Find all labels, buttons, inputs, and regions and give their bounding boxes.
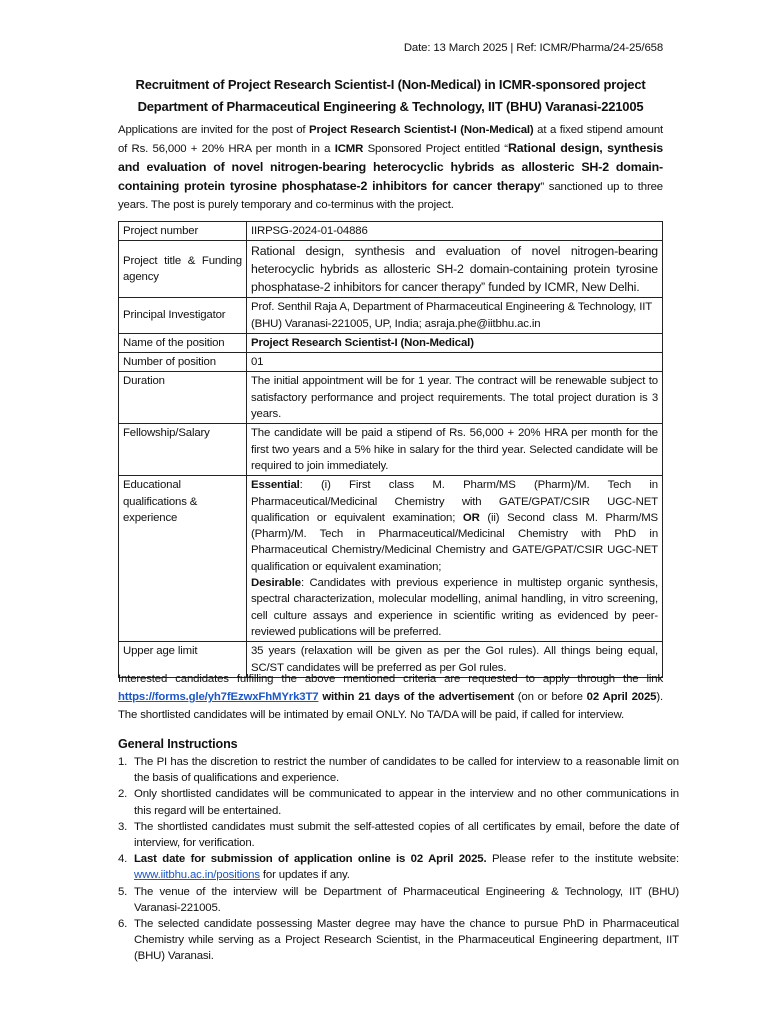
table-row [119,333,663,352]
details-table [118,221,663,678]
row-value: Project Research Scientist-I (Non-Medical) [247,333,663,352]
row-key: Principal Investigator [119,298,247,334]
row-key: Fellowship/Salary [119,424,247,476]
item-number: 3. [118,820,128,833]
row-key: Name of the position [119,333,247,352]
date-ref: Date: 13 March 2025 | Ref: ICMR/Pharma/24-25/658 [403,42,663,54]
table-row [119,222,663,241]
list-item [118,819,679,851]
intro-paragraph [118,121,663,214]
title-line-1: Recruitment of Project Research Scientist-I (Non-Medical) in ICMR-sponsored project [135,77,646,92]
row-key: Duration [119,372,247,424]
row-value: IIRPSG-2024-01-04886 [247,222,663,241]
row-key: Project number [119,222,247,241]
item-number: 6. [118,918,128,931]
row-value: 35 years (relaxation will be given as per the GoI rules). All things being equal, SC/ST candidates will be preferred as per GoI rules. [247,642,663,678]
institute-website-link[interactable]: www.iitbhu.ac.in/positions [134,869,260,882]
instructions-heading: General Instructions [118,737,238,751]
row-key: Number of position [119,353,247,372]
item-number: 1. [118,756,128,768]
list-item [118,884,679,916]
item-text: Please refer to the institute website: [486,853,679,866]
table-row [119,372,663,424]
intro-project-title: Rational design, synthesis and evaluation of novel nitrogen-bearing heterocyclic hybrids as allosteric SH-2 domain-containing protein tyrosine phosphatase-2 inhibitors for cancer therapy [118,141,663,193]
item-number: 2. [118,788,128,801]
row-key: Upper age limit [119,642,247,678]
apply-deadline: within 21 days of the advertisement [318,691,514,703]
essential-text: (ii) Second class M. Pharm/MS (Pharm)/M. Tech in Pharmaceutical/Medicinal Chemistry with PhD in Pharmaceutical Chemistry/Medicinal Chemistry and GATE/GPAT/CSIR UGC-NET qualification or equivalent examination; [251,511,658,573]
item-number: 4. [118,853,128,866]
table-row [119,424,663,476]
row-value: Rational design, synthesis and evaluation of novel nitrogen-bearing heterocyclic hybrids as allosteric SH-2 domain-containing protein tyrosine phosphatase-2 inhibitors for cancer therapy” funded by ICMR, New Delhi. [247,241,663,298]
list-item [118,916,679,965]
table-row [119,241,663,298]
table-row [119,476,663,642]
apply-text: (on or before [513,691,587,703]
row-value: 01 [247,353,663,372]
table-row [119,353,663,372]
item-text: The selected candidate possessing Master degree may have the chance to pursue PhD in Pharmaceutical Chemistry while serving as a Project Research Scientist, in the Pharmaceutical Engineering department, IIT (BHU) Varanasi. [134,918,679,963]
row-value [247,476,663,642]
title-line-2: Department of Pharmaceutical Engineering & Technology, IIT (BHU) Varanasi-221005 [137,99,644,114]
essential-label: Essential [251,479,300,492]
intro-post: Project Research Scientist-I (Non-Medical) [309,124,534,136]
intro-text: ” sanctioned up to three years. The post is purely temporary and co-terminus with the project. [118,181,663,211]
intro-text: at a fixed stipend amount of Rs. 56,000 + 20% HRA per month in a [118,124,664,155]
instructions-list [118,754,679,965]
table-row [119,298,663,334]
apply-paragraph [118,670,663,724]
item-text: for updates if any. [259,869,350,882]
application-form-link[interactable]: https://forms.gle/yh7fEzwxFhMYrk3T7 [118,691,319,703]
item-text: The venue of the interview will be Department of Pharmaceutical Engineering & Technology, IIT (BHU) Varanasi-221005. [134,885,679,914]
item-text: The shortlisted candidates must submit the self-attested copies of all certificates by email, before the date of interview, for verification. [134,820,679,850]
apply-text: ). The shortlisted candidates will be intimated by email ONLY. No TA/DA will be paid, if called for interview. [118,691,663,721]
intro-icmr: ICMR [334,143,364,155]
intro-text: Sponsored Project entitled “ [363,143,508,155]
row-key: Educational qualifications & experience [119,476,247,642]
intro-text: Applications are invited for the post of [118,124,310,136]
row-key: Project title & Funding agency [119,241,247,298]
list-item [118,786,679,818]
desirable-text: : Candidates with previous experience in multistep organic synthesis, spectral characterization, molecular modelling, animal handling, in vitro screening, cell culture assays and experience in scientific writing as evidenced by peer-reviewed publications will be preferred. [251,577,658,638]
item-text: Only shortlisted candidates will be communicated to appear in the interview and no other communications in this regard will be entertained. [134,788,679,817]
item-number: 5. [118,885,128,898]
row-value: The candidate will be paid a stipend of Rs. 56,000 + 20% HRA per month for the first two years and a 5% hike in salary for the third year. Selected candidate will be required to join immediately. [247,424,663,476]
list-item [118,754,679,786]
essential-text: : (i) First class M. Pharm/MS (Pharm)/M. Tech in Pharmaceutical/Medicinal Chemistry with GATE/GPAT/CSIR UGC-NET qualification or equivalent examination; [251,479,658,524]
item-text: The PI has the discretion to restrict the number of candidates to be called for interview to a reasonable limit on the basis of qualifications and experience. [134,756,679,785]
apply-date: 02 April 2025 [586,691,657,703]
row-value: The initial appointment will be for 1 year. The contract will be renewable subject to satisfactory performance and project requirements. The total project duration is 3 years. [247,372,663,424]
apply-text: Interested candidates fulfilling the above mentioned criteria are requested to apply through the link [118,673,663,685]
desirable-label: Desirable [251,577,301,590]
or-label: OR [462,511,480,524]
item-bold-text: Last date for submission of application online is 02 April 2025. [134,853,487,866]
list-item [118,851,679,883]
row-value: Prof. Senthil Raja A, Department of Pharmaceutical Engineering & Technology, IIT (BHU) Varanasi-221005, UP, India; asraja.phe@iitbhu.ac.in [247,298,663,334]
